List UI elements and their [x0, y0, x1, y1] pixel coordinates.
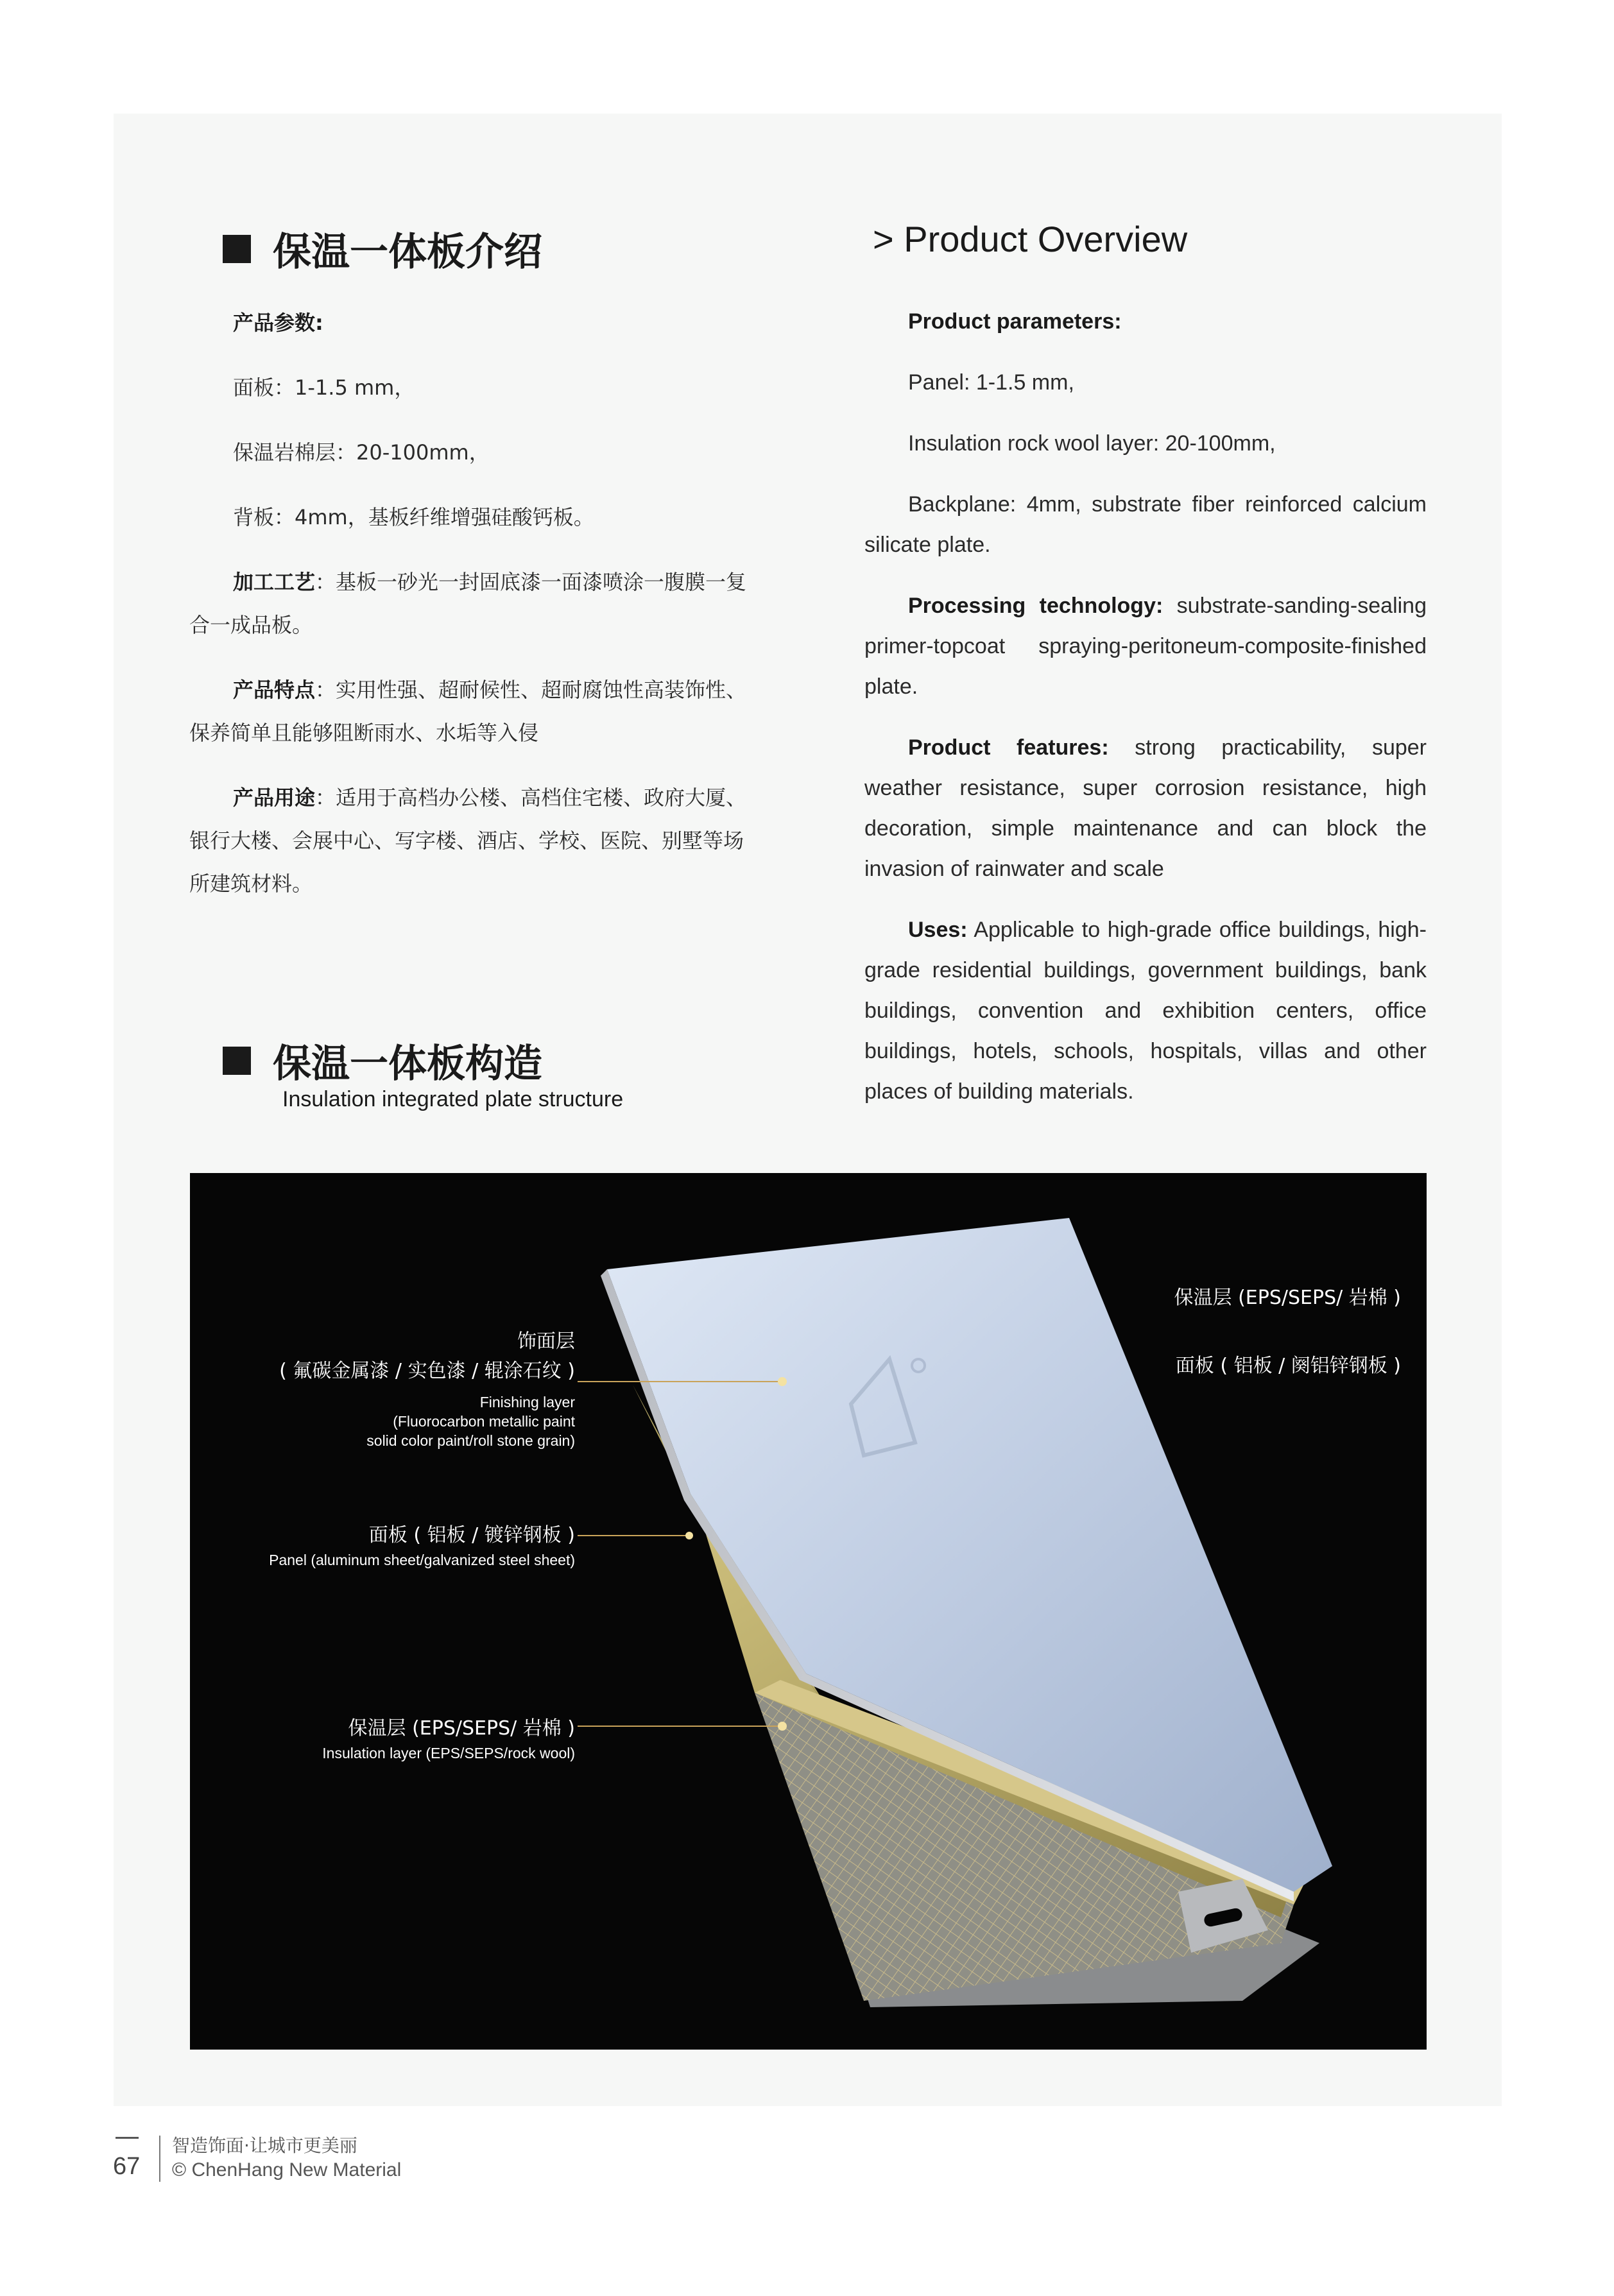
finishing-cn-1: 饰面层: [517, 1330, 575, 1353]
finishing-layer-label: [279, 1327, 575, 1450]
overview-en-title: > Product Overview: [873, 219, 1188, 259]
structure-en-title: Insulation integrated plate structure: [282, 1087, 624, 1111]
finishing-en-3: solid color paint/roll stone grain): [366, 1432, 575, 1449]
right-panel-label: [1176, 1351, 1401, 1381]
en-panel: Panel: 1-1.5 mm,: [908, 370, 1074, 395]
overview-en-body: [864, 302, 1427, 1133]
en-process-label: Processing technology:: [908, 594, 1163, 618]
cn-features-label: 产品特点: [233, 678, 316, 702]
right-insulation-cn: 保温层 (EPS/SEPS/ 岩棉 ): [1174, 1287, 1401, 1309]
structure-cn-heading: [223, 1033, 542, 1088]
finishing-en-1: Finishing layer: [479, 1394, 575, 1410]
overview-cn-heading: [223, 221, 542, 277]
cn-backplane: 背板：4mm，基板纤维增强硅酸钙板。: [233, 505, 594, 529]
overview-cn-body: [189, 302, 760, 927]
footer-copyright: © ChenHang New Material: [172, 2159, 402, 2180]
cn-process-label: 加工工艺: [233, 570, 316, 594]
finishing-en-2: (Fluorocarbon metallic paint: [393, 1413, 575, 1430]
right-insulation-label: [1174, 1283, 1401, 1313]
page-number: 67: [113, 2153, 141, 2180]
cn-panel: 面板：1-1.5 mm，: [233, 375, 415, 400]
en-process-text: substrate-sanding-sealing primer-topcoat spraying-peritoneum-composite-finished plate.: [864, 594, 1427, 699]
panel-layer-label: [269, 1521, 575, 1570]
en-backplane: Backplane: 4mm, substrate fiber reinforced calcium silicate plate.: [864, 492, 1427, 557]
insulation-layer-label: [322, 1714, 575, 1763]
en-params-label: Product parameters:: [908, 309, 1122, 334]
square-bullet-icon: [223, 235, 251, 263]
square-bullet-icon: [223, 1047, 251, 1075]
footer-dash: [116, 2137, 139, 2139]
overview-cn-title: 保温一体板介绍: [273, 230, 542, 275]
footer-divider: [159, 2136, 160, 2182]
en-features-text: strong practicability, super weather resistance, super corrosion resistance, high decoration, simple maintenance and can block the invasion of rainwater and scale: [864, 735, 1427, 881]
cn-insulation: 保温岩棉层：20-100mm，: [233, 440, 490, 465]
panel-en: Panel (aluminum sheet/galvanized steel sheet): [269, 1552, 575, 1568]
insulation-en: Insulation layer (EPS/SEPS/rock wool): [322, 1745, 575, 1761]
cn-uses-label: 产品用途: [233, 785, 316, 810]
cn-features-text: ：实用性强、超耐候性、超耐腐蚀性高装饰性、保养简单且能够阻断雨水、水垢等入侵: [189, 678, 747, 745]
finishing-cn-2: ( 氟碳金属漆 / 实色漆 / 辊涂石纹 ): [279, 1360, 575, 1382]
structure-cn-title: 保温一体板构造: [273, 1041, 542, 1086]
en-features-label: Product features:: [908, 735, 1109, 760]
cn-process-text: ：基板一砂光一封固底漆一面漆喷涂一腹膜一复合一成品板。: [189, 570, 747, 637]
cn-uses-text: ：适用于高档办公楼、高档住宅楼、政府大厦、银行大楼、会展中心、写字楼、酒店、学校、医院、别墅等场所建筑材料。: [189, 785, 747, 896]
insulation-cn: 保温层 (EPS/SEPS/ 岩棉 ): [348, 1717, 575, 1740]
en-uses-label: Uses:: [908, 918, 968, 942]
cn-params-label: 产品参数:: [233, 311, 323, 335]
en-insulation: Insulation rock wool layer: 20-100mm,: [908, 431, 1276, 456]
product-structure-photo: [190, 1173, 1427, 2050]
panel-cn: 面板 ( 铝板 / 镀锌钢板 ): [368, 1524, 575, 1546]
en-uses-text: Applicable to high-grade office buildings, high-grade residential buildings, government buildings, bank buildings, convention and exhibition centers, office buildings, hotels, schools, hospitals, villas and other places of building materials.: [864, 918, 1427, 1104]
right-panel-cn: 面板 ( 铝板 / 阕铝锌钢板 ): [1175, 1355, 1401, 1377]
footer-slogan: 智造饰面·让城市更美丽: [172, 2135, 357, 2156]
